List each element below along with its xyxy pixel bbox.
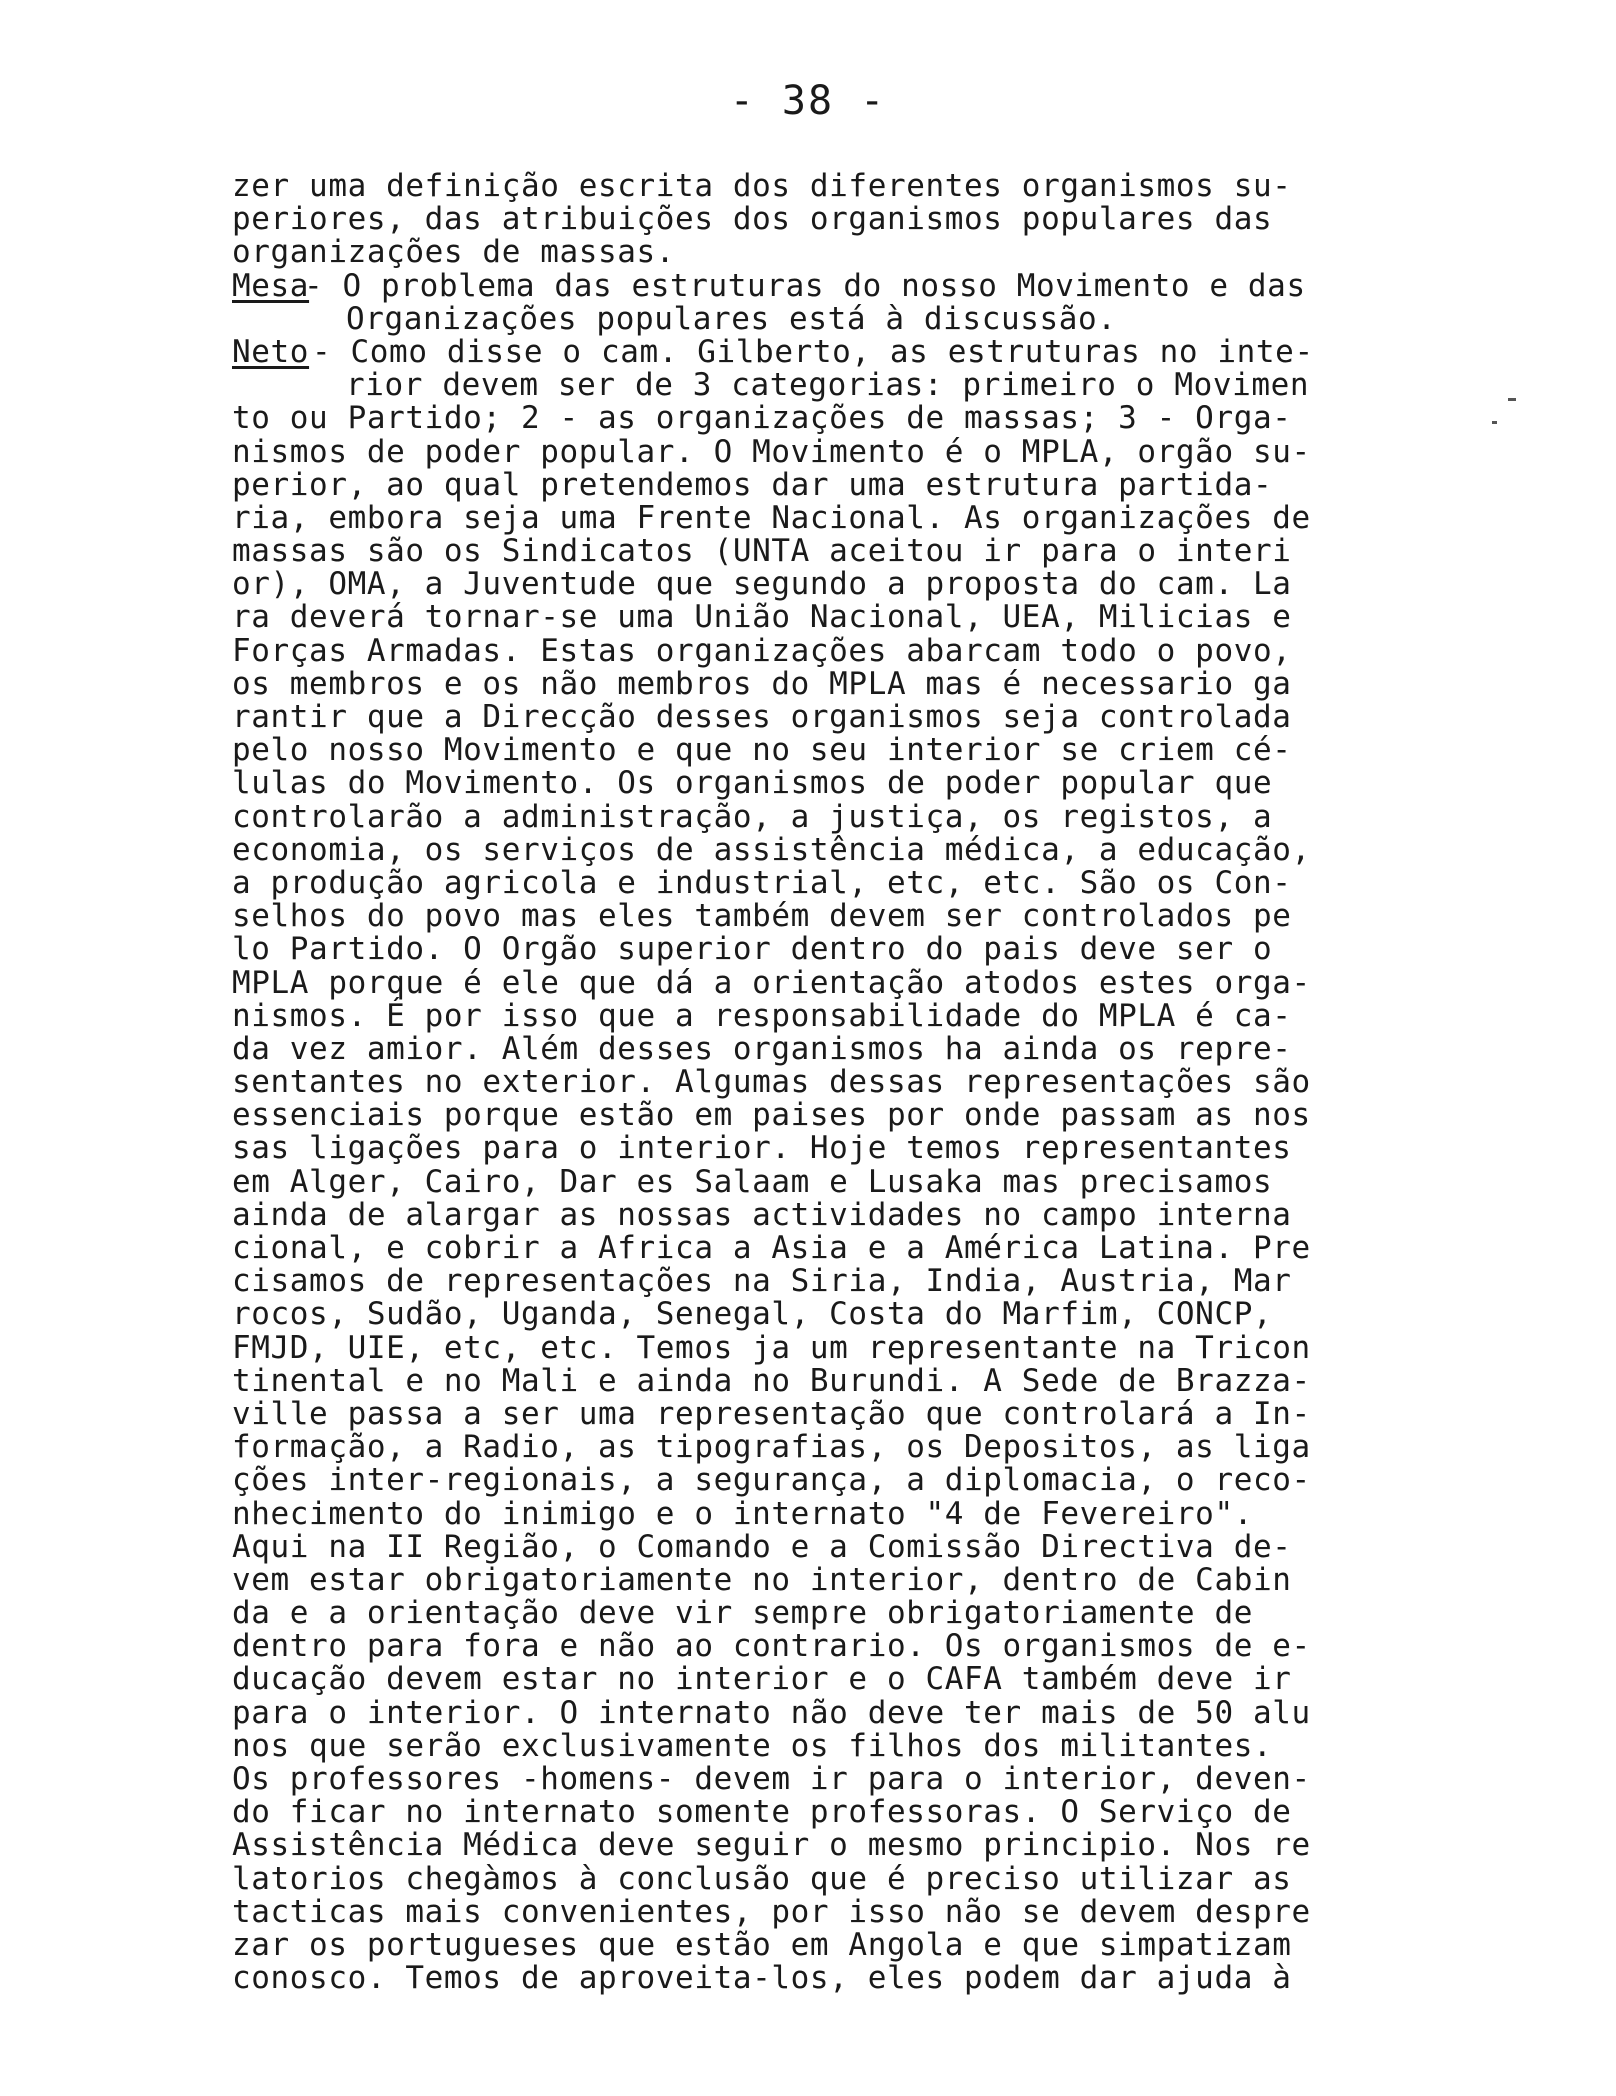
text-line bbox=[232, 369, 1362, 402]
text-line bbox=[232, 1362, 1362, 1399]
line-text: sas ligações para o interior. Hoje temos representantes bbox=[232, 1130, 1292, 1167]
line-text: perior, ao qual pretendemos dar uma estrutura partida- bbox=[232, 466, 1273, 503]
line-text: Aqui na II Região, o Comando e a Comissão Directiva de- bbox=[232, 1528, 1292, 1565]
text-line bbox=[232, 1431, 1362, 1464]
line-text: zer uma definição escrita dos diferentes organismos su- bbox=[232, 168, 1292, 204]
line-text: massas são os Sindicatos (UNTA aceitou ir para o interi bbox=[232, 533, 1292, 570]
line-text: ra deverá tornar-se uma União Nacional, UEA, Milicias e bbox=[232, 599, 1292, 636]
line-text: ria, embora seja uma Frente Nacional. As organizações de bbox=[232, 499, 1311, 536]
text-line bbox=[232, 1464, 1362, 1497]
line-text: Assistência Médica deve seguir o mesmo principio. Nos re bbox=[232, 1827, 1311, 1864]
text-line bbox=[232, 300, 1362, 337]
line-text: sentantes no exterior. Algumas dessas representações são bbox=[232, 1064, 1311, 1101]
line-text: dentro para fora e não ao contrario. Os organismos de e- bbox=[232, 1628, 1311, 1665]
line-text: em Alger, Cairo, Dar es Salaam e Lusaka mas precisamos bbox=[232, 1163, 1273, 1200]
line-text: cional, e cobrir a Africa a Asia e a América Latina. Pre bbox=[232, 1230, 1311, 1266]
text-line bbox=[232, 1796, 1362, 1829]
margin-mark bbox=[1508, 398, 1516, 401]
text-line bbox=[232, 1561, 1362, 1598]
line-text: ville passa a ser uma representação que controlará a In- bbox=[232, 1395, 1311, 1432]
text-line bbox=[232, 433, 1362, 470]
line-text: vem estar obrigatoriamente no interior, dentro de Cabin bbox=[232, 1561, 1292, 1598]
text-line bbox=[232, 1030, 1362, 1067]
line-text: ducação devem estar no interior e o CAFA também deve ir bbox=[232, 1661, 1292, 1698]
text-line bbox=[232, 1926, 1362, 1963]
text-line bbox=[232, 1528, 1362, 1565]
text-line bbox=[232, 170, 1362, 203]
text-line bbox=[232, 466, 1362, 503]
line-text: nhecimento do inimigo e o internato "4 de Fevereiro". bbox=[232, 1495, 1253, 1532]
line-text: Os professores -homens- devem ir para o interior, deven- bbox=[232, 1761, 1311, 1797]
text-line bbox=[232, 798, 1362, 835]
text-line bbox=[232, 1694, 1362, 1731]
text-line bbox=[232, 997, 1362, 1034]
text-line bbox=[232, 701, 1362, 734]
line-text: MPLA porque é ele que dá a orientação atodos estes orga- bbox=[232, 964, 1311, 1001]
text-line bbox=[232, 767, 1362, 800]
line-text: or), OMA, a Juventude que segundo a proposta do cam. La bbox=[232, 566, 1292, 603]
line-text: pelo nosso Movimento e que no seu interior se criem cé- bbox=[232, 732, 1292, 769]
text-line bbox=[232, 1829, 1362, 1862]
line-text: conosco. Temos de aproveita-los, eles podem dar ajuda à bbox=[232, 1960, 1292, 1997]
text-line bbox=[232, 1132, 1362, 1165]
line-text: zar os portugueses que estão em Angola e que simpatizam bbox=[232, 1926, 1292, 1963]
text-line bbox=[232, 734, 1362, 767]
text-line bbox=[232, 1597, 1362, 1630]
text-line bbox=[232, 632, 1362, 669]
line-text: lulas do Movimento. Os organismos de poder popular que bbox=[232, 765, 1273, 802]
text-line bbox=[232, 1163, 1362, 1200]
page-number: - 38 - bbox=[729, 78, 887, 124]
line-text: ainda de alargar as nossas actividades no campo interna bbox=[232, 1196, 1292, 1233]
line-text: do ficar no internato somente professoras. O Serviço de bbox=[232, 1794, 1292, 1831]
line-text: latorios chegàmos à conclusão que é preciso utilizar as bbox=[232, 1860, 1292, 1897]
text-line bbox=[232, 1663, 1362, 1696]
document-body bbox=[232, 170, 1362, 1995]
line-text: - O problema das estruturas do nosso Movimento e das bbox=[304, 267, 1306, 304]
line-text: rior devem ser de 3 categorias: primeiro o Movimen bbox=[346, 367, 1310, 404]
text-line bbox=[232, 499, 1362, 536]
text-line bbox=[232, 568, 1362, 601]
text-line bbox=[232, 1893, 1362, 1930]
line-text: economia, os serviços de assistência médica, a educação, bbox=[232, 831, 1311, 868]
text-line bbox=[232, 1395, 1362, 1432]
speaker-label: Neto bbox=[232, 333, 310, 370]
margin-mark bbox=[1492, 421, 1497, 424]
line-text: FMJD, UIE, etc, etc. Temos ja um representante na Tricon bbox=[232, 1329, 1311, 1366]
line-text: controlarão a administração, a justiça, os registos, a bbox=[232, 798, 1273, 835]
text-line bbox=[232, 601, 1362, 634]
text-line bbox=[232, 900, 1362, 933]
line-text: ções inter-regionais, a segurança, a diplomacia, o reco- bbox=[232, 1462, 1311, 1499]
text-line bbox=[232, 1727, 1362, 1764]
text-line bbox=[232, 535, 1362, 568]
line-text: rocos, Sudão, Uganda, Senegal, Costa do Marfim, CONCP, bbox=[232, 1296, 1273, 1333]
text-line bbox=[232, 1962, 1362, 1995]
line-text: formação, a Radio, as tipografias, os Depositos, as liga bbox=[232, 1429, 1311, 1466]
text-line bbox=[232, 267, 1362, 304]
text-line bbox=[232, 964, 1362, 1001]
line-text: tinental e no Mali e ainda no Burundi. A Sede de Brazza- bbox=[232, 1362, 1311, 1399]
line-text: nismos de poder popular. O Movimento é o MPLA, orgão su- bbox=[232, 433, 1311, 470]
text-line bbox=[232, 203, 1362, 236]
line-text: os membros e os não membros do MPLA mas é necessario ga bbox=[232, 665, 1292, 702]
speaker-label: Mesa bbox=[232, 267, 310, 304]
line-text: Forças Armadas. Estas organizações abarcam todo o povo, bbox=[232, 632, 1292, 669]
text-line bbox=[232, 665, 1362, 702]
text-line bbox=[232, 1066, 1362, 1099]
line-text: tacticas mais convenientes, por isso não se devem despre bbox=[232, 1893, 1311, 1930]
text-line bbox=[232, 1265, 1362, 1298]
text-line bbox=[232, 1329, 1362, 1366]
line-text: - Como disse o cam. Gilberto, as estruturas no inte- bbox=[312, 333, 1314, 370]
line-text: cisamos de representações na Siria, India, Austria, Mar bbox=[232, 1263, 1292, 1300]
text-line bbox=[232, 1495, 1362, 1532]
line-text: a produção agricola e industrial, etc, etc. São os Con- bbox=[232, 864, 1292, 901]
text-line bbox=[232, 933, 1362, 966]
text-line bbox=[232, 864, 1362, 901]
line-text: da e a orientação deve vir sempre obrigatoriamente de bbox=[232, 1595, 1253, 1632]
line-text: rantir que a Direcção desses organismos seja controlada bbox=[232, 699, 1292, 735]
line-text: essenciais porque estão em paises por onde passam as nos bbox=[232, 1097, 1311, 1134]
text-line bbox=[232, 333, 1362, 370]
text-line bbox=[232, 1099, 1362, 1132]
text-line bbox=[232, 1298, 1362, 1331]
text-line bbox=[232, 1860, 1362, 1897]
text-line bbox=[232, 1232, 1362, 1265]
line-text: periores, das atribuições dos organismos populares das bbox=[232, 201, 1273, 238]
text-line bbox=[232, 1763, 1362, 1796]
line-text: selhos do povo mas eles também devem ser controlados pe bbox=[232, 898, 1292, 935]
text-line bbox=[232, 1630, 1362, 1663]
text-line bbox=[232, 1196, 1362, 1233]
line-text: to ou Partido; 2 - as organizações de massas; 3 - Orga- bbox=[232, 400, 1292, 437]
text-line bbox=[232, 831, 1362, 868]
line-text: Organizações populares está à discussão. bbox=[346, 300, 1117, 337]
text-line bbox=[232, 236, 1362, 269]
text-line bbox=[232, 402, 1362, 435]
line-text: nos que serão exclusivamente os filhos dos militantes. bbox=[232, 1727, 1273, 1764]
line-text: organizações de massas. bbox=[232, 234, 676, 271]
line-text: nismos. É por isso que a responsabilidade do MPLA é ca- bbox=[232, 997, 1292, 1034]
line-text: para o interior. O internato não deve ter mais de 50 alu bbox=[232, 1694, 1311, 1731]
line-text: da vez amior. Além desses organismos ha ainda os repre- bbox=[232, 1030, 1292, 1067]
line-text: lo Partido. O Orgão superior dentro do pais deve ser o bbox=[232, 931, 1273, 968]
